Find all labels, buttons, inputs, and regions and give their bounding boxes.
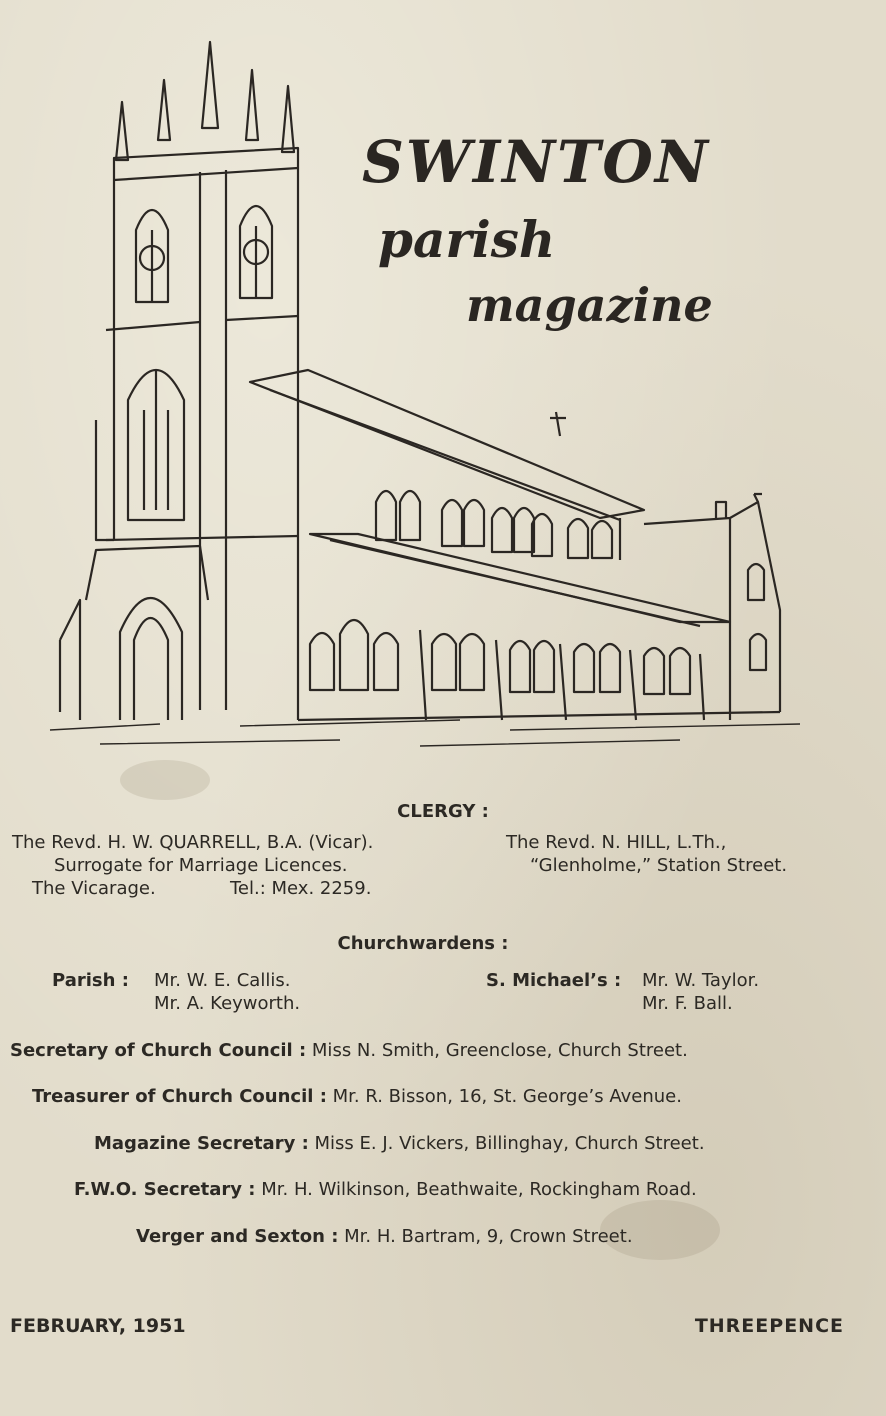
parish-wardens-label: Parish : xyxy=(52,970,129,991)
vicar-name: The Revd. H. W. QUARRELL, B.A. (Vicar). xyxy=(12,832,374,853)
paper-stain xyxy=(120,760,210,800)
tower-pinnacle-left xyxy=(116,102,128,160)
officer-detail: Mr. H. Wilkinson, Beathwaite, Rockingham Road. xyxy=(261,1179,697,1200)
magazine-title-swinton: SWINTON xyxy=(362,128,710,196)
officer-role: Verger and Sexton : xyxy=(136,1226,339,1247)
aisle-roof xyxy=(310,534,730,622)
issue-price: THREEPENCE xyxy=(694,1315,844,1337)
tower-pinnacle-right xyxy=(282,86,294,152)
officer-detail: Mr. H. Bartram, 9, Crown Street. xyxy=(344,1226,633,1247)
st-michaels-wardens-label: S. Michael’s : xyxy=(486,970,622,991)
officer-role: Secretary of Church Council : xyxy=(10,1040,307,1061)
officer-detail: Miss E. J. Vickers, Billinghay, Church Street. xyxy=(314,1133,705,1154)
nave-roof xyxy=(250,370,644,518)
officer-row-church-council-secretary xyxy=(10,1040,688,1061)
officer-detail: Miss N. Smith, Greenclose, Church Street. xyxy=(311,1040,688,1061)
tower-pinnacle xyxy=(246,70,258,140)
officer-role: Treasurer of Church Council : xyxy=(32,1086,327,1107)
vicar-telephone: Tel.: Mex. 2259. xyxy=(230,878,372,899)
churchwardens-heading: Churchwardens : xyxy=(337,933,509,954)
officer-row-magazine-secretary xyxy=(94,1133,705,1154)
parish-warden-name: Mr. A. Keyworth. xyxy=(154,993,301,1014)
vicar-address: The Vicarage. xyxy=(32,878,156,899)
officer-row-church-council-treasurer xyxy=(32,1086,682,1107)
officer-row-verger-sexton xyxy=(136,1226,633,1247)
officer-role: Magazine Secretary : xyxy=(94,1133,309,1154)
officer-detail: Mr. R. Bisson, 16, St. George’s Avenue. xyxy=(332,1086,682,1107)
issue-date: FEBRUARY, 1951 xyxy=(10,1315,186,1337)
curate-name: The Revd. N. HILL, L.Th., xyxy=(506,832,727,853)
officer-role: F.W.O. Secretary : xyxy=(74,1179,256,1200)
officer-row-fwo-secretary xyxy=(74,1179,697,1200)
st-michaels-warden-name: Mr. W. Taylor. xyxy=(642,970,760,991)
curate-address: “Glenholme,” Station Street. xyxy=(530,855,788,876)
st-michaels-warden-name: Mr. F. Ball. xyxy=(642,993,733,1014)
magazine-title-magazine: magazine xyxy=(466,278,713,332)
clergy-heading: CLERGY : xyxy=(397,801,489,822)
tower-pinnacle-center xyxy=(202,42,218,128)
magazine-title-parish: parish xyxy=(378,210,556,269)
tower-pinnacle xyxy=(158,80,170,140)
parish-warden-name: Mr. W. E. Callis. xyxy=(154,970,291,991)
vicar-surrogate: Surrogate for Marriage Licences. xyxy=(54,855,348,876)
